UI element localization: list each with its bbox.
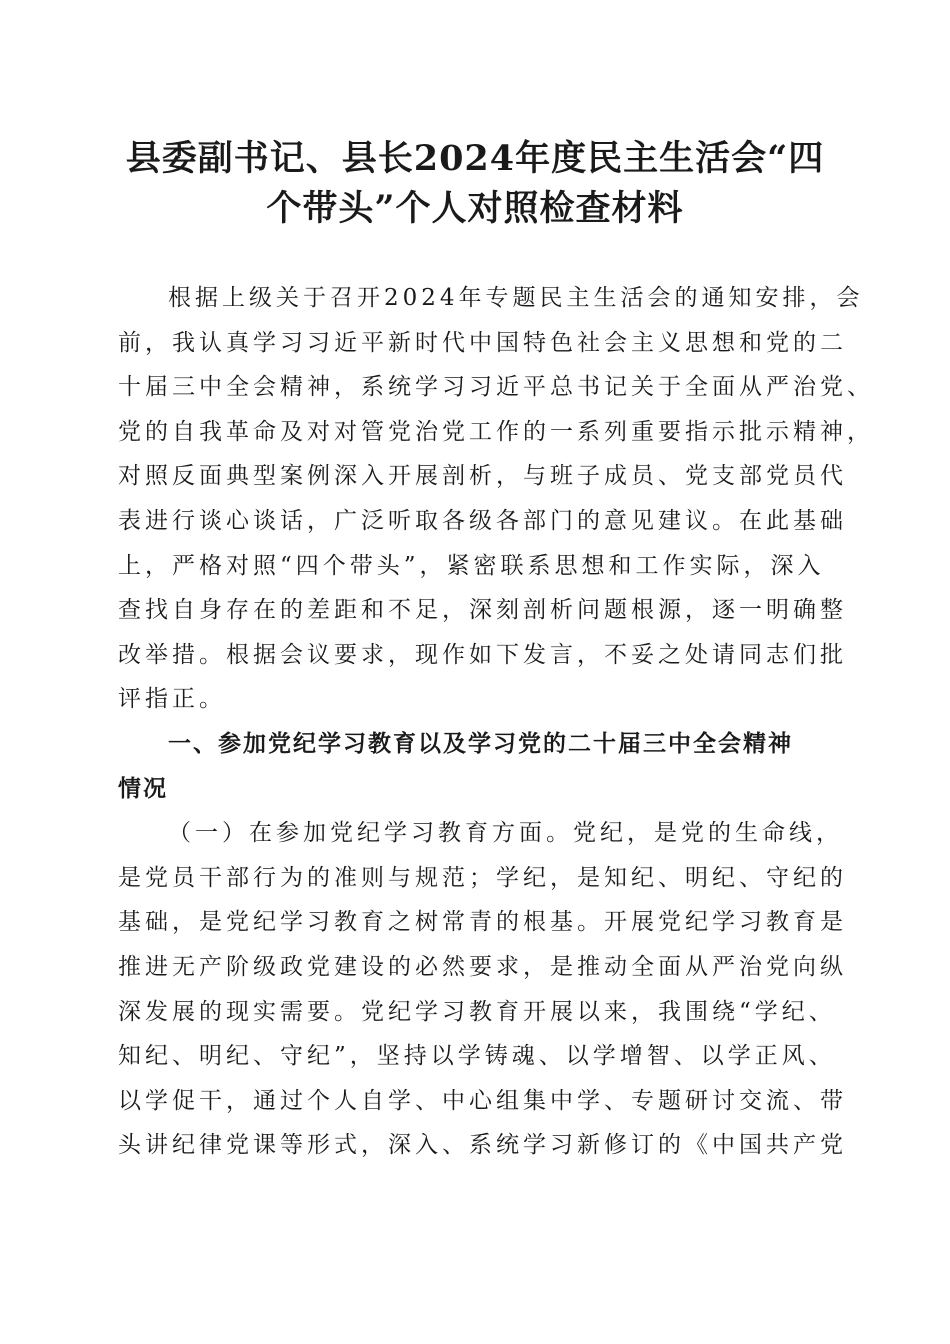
title-line: 县委副书记、县长2024年度民主生活会“四 bbox=[125, 138, 825, 179]
text-line: 党的自我革命及对对管党治党工作的一系列重要指示批示精神， bbox=[118, 418, 874, 445]
text-line: 上，严格对照“四个带头”，紧密联系思想和工作实际，深入 bbox=[118, 552, 825, 579]
intro-paragraph bbox=[118, 276, 874, 722]
text-line: 前，我认真学习习近平新时代中国特色社会主义思想和党的二 bbox=[118, 329, 847, 356]
text-line: 十届三中全会精神，系统学习习近平总书记关于全面从严治党、 bbox=[118, 374, 874, 401]
text-line: （一）在参加党纪学习教育方面。党纪，是党的生命线， bbox=[168, 820, 843, 847]
text-line: 改举措。根据会议要求，现作如下发言，不妥之处请同志们批 bbox=[118, 641, 847, 668]
text-line: 表进行谈心谈话，广泛听取各级各部门的意见建议。在此基础 bbox=[118, 507, 847, 534]
document-body bbox=[118, 276, 874, 1168]
text-line: 推进无产阶级政党建设的必然要求，是推动全面从严治党向纵 bbox=[118, 953, 847, 980]
text-line: 基础，是党纪学习教育之树常青的根基。开展党纪学习教育是 bbox=[118, 909, 847, 936]
text-line: 对照反面典型案例深入开展剖析，与班子成员、党支部党员代 bbox=[118, 463, 847, 490]
text-line: 知纪、明纪、守纪”，坚持以学铸魂、以学增智、以学正风、 bbox=[118, 1043, 836, 1070]
subsection-paragraph bbox=[118, 811, 847, 1168]
heading-line: 情况 bbox=[118, 775, 168, 802]
document-title bbox=[100, 134, 850, 234]
text-line: 是党员干部行为的准则与规范；学纪，是知纪、明纪、守纪的 bbox=[118, 864, 847, 891]
heading-line: 一、参加党纪学习教育以及学习党的二十届三中全会精神 bbox=[168, 730, 793, 757]
text-line: 深发展的现实需要。党纪学习教育开展以来，我围绕“学纪、 bbox=[118, 998, 836, 1025]
section-heading bbox=[118, 722, 838, 811]
text-line: 评指正。 bbox=[118, 686, 226, 713]
text-line: 根据上级关于召开2024年专题民主生活会的通知安排，会 bbox=[168, 285, 864, 311]
title-line: 个带头”个人对照检查材料 bbox=[266, 188, 684, 229]
text-line: 查找自身存在的差距和不足，深刻剖析问题根源，逐一明确整 bbox=[118, 597, 847, 624]
text-line: 头讲纪律党课等形式，深入、系统学习新修订的《中国共产党 bbox=[118, 1132, 847, 1159]
text-line: 以学促干，通过个人自学、中心组集中学、专题研讨交流、带 bbox=[118, 1087, 847, 1114]
